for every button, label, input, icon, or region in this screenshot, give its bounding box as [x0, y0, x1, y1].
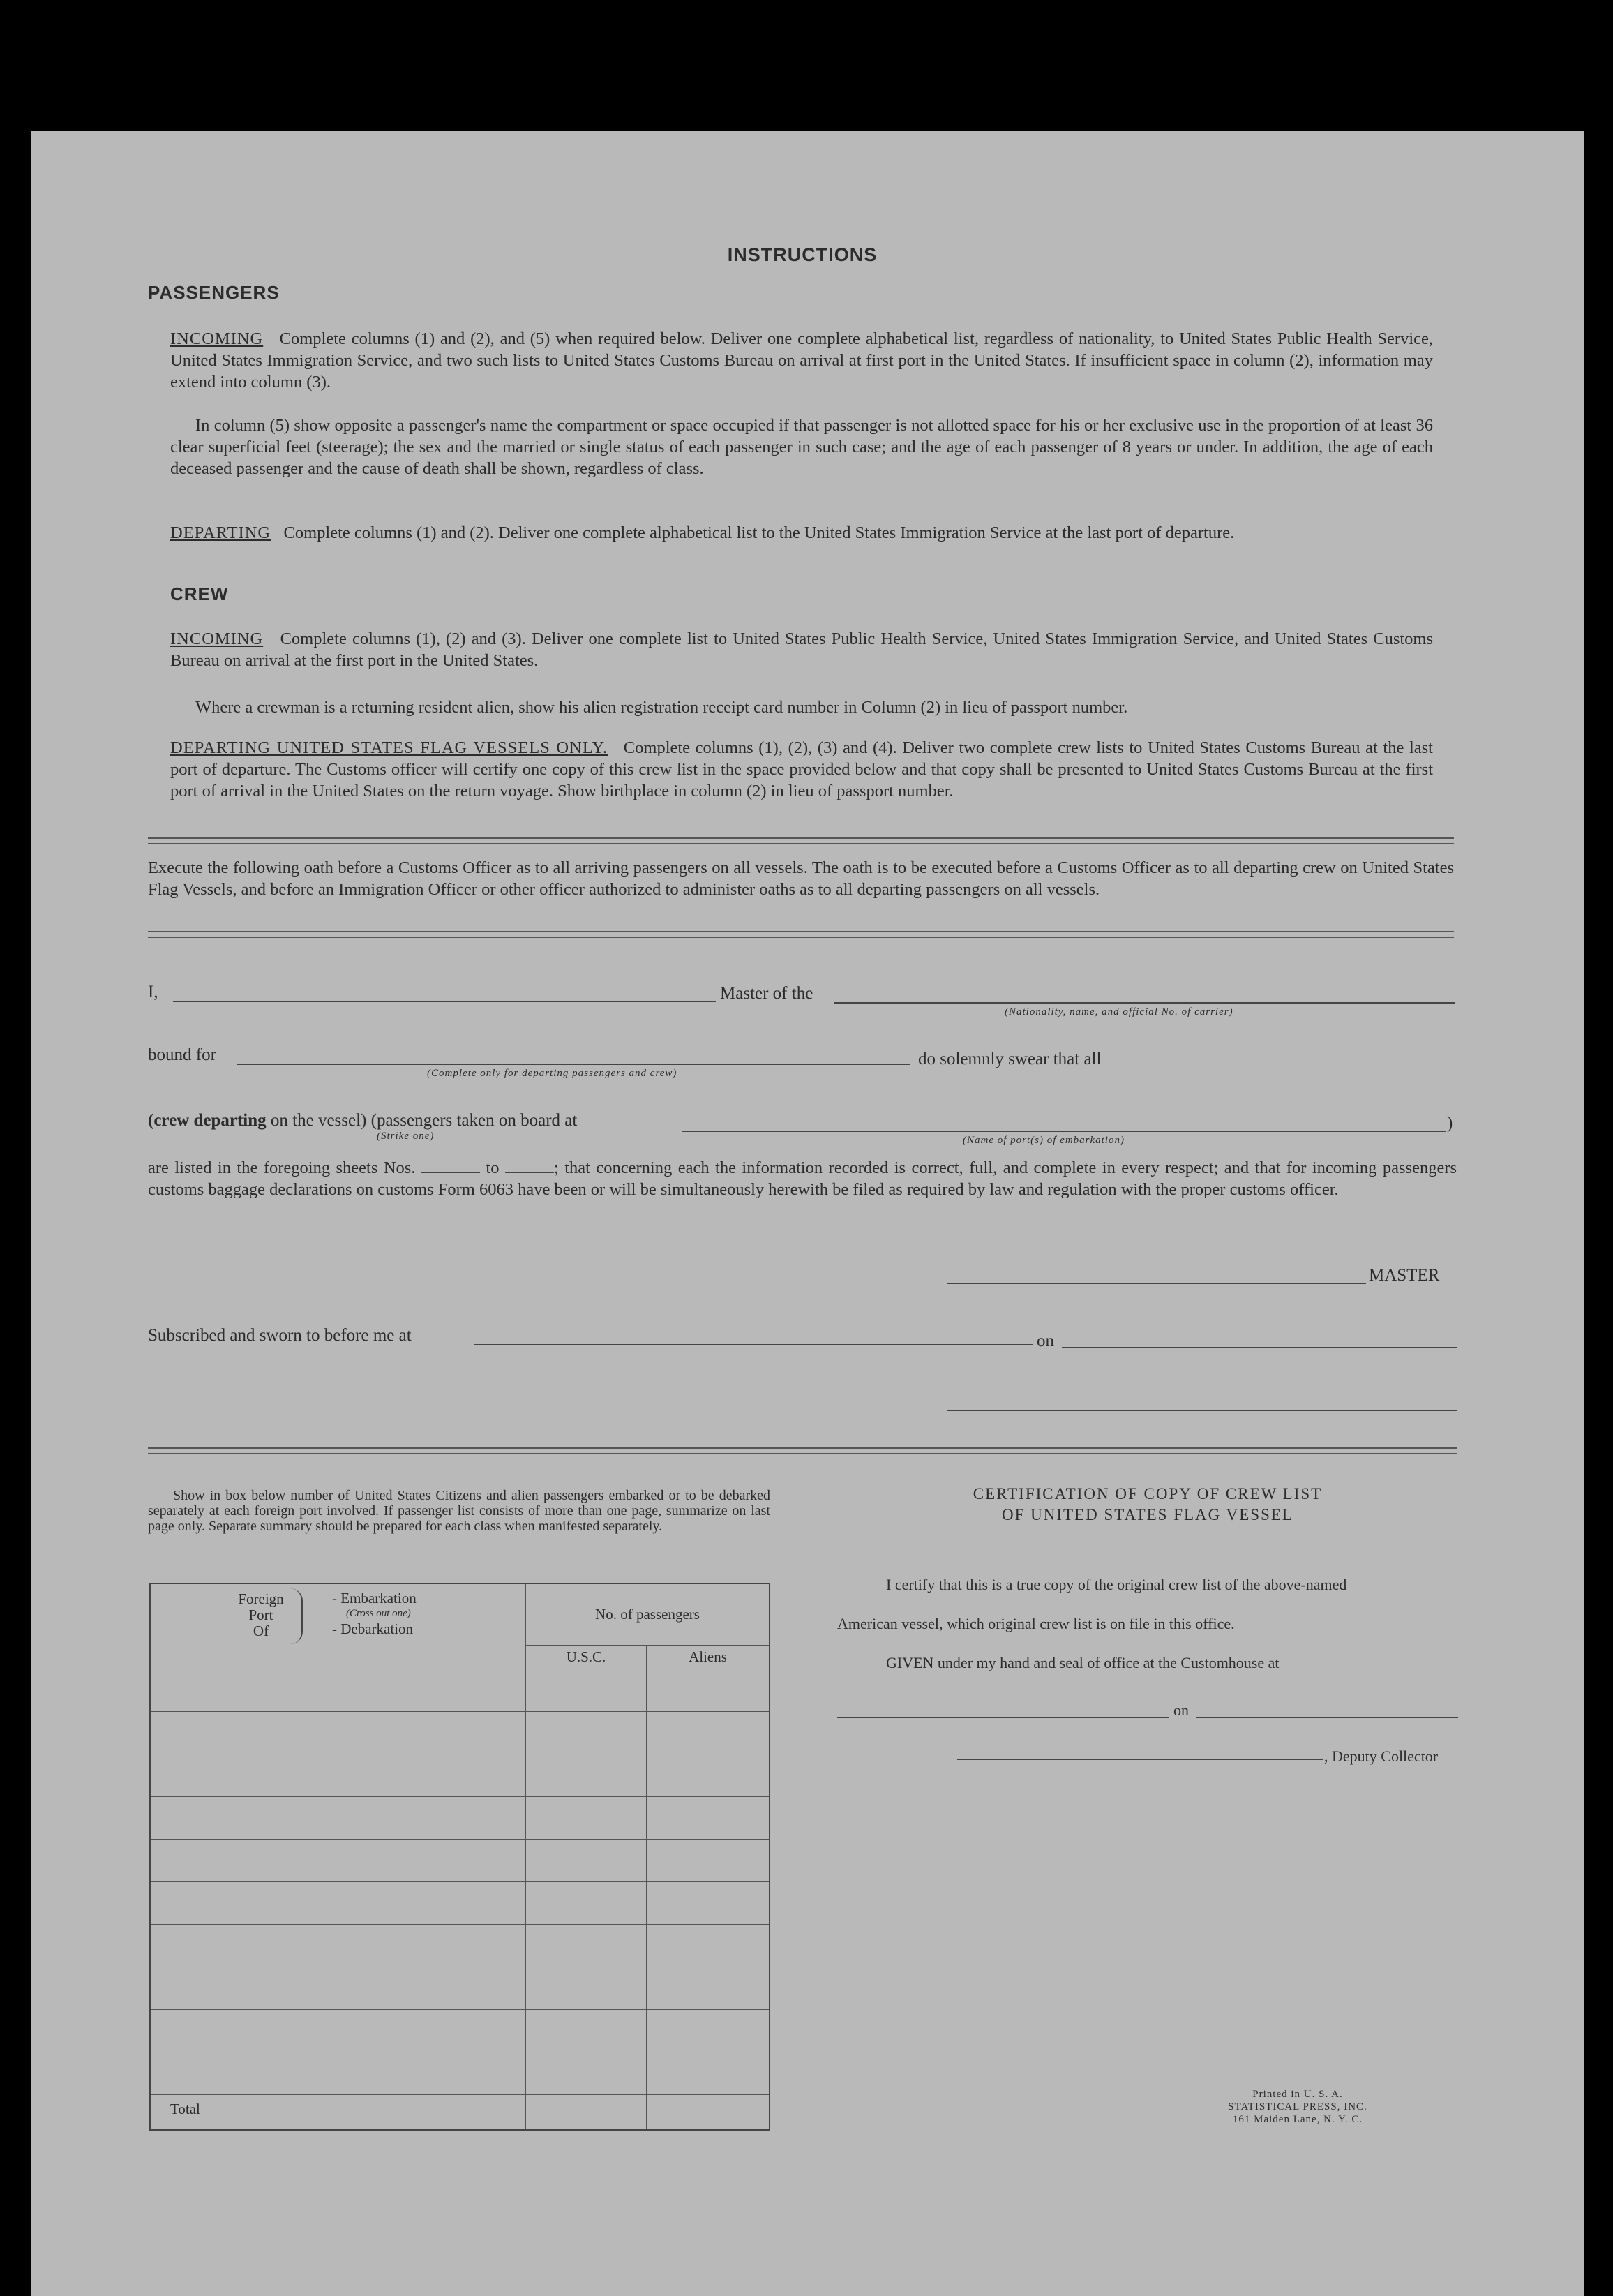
embarkation-label: - Embarkation [332, 1590, 417, 1607]
given-line: GIVEN under my hand and seal of office at the Customhouse at [886, 1654, 1280, 1671]
i-label: I, [148, 983, 158, 1001]
port-cell[interactable] [150, 1967, 526, 2009]
officer-signature-field[interactable] [947, 1410, 1457, 1411]
crew-departing-paragraph [170, 737, 1433, 802]
printer-line1: Printed in U. S. A. [1252, 2089, 1343, 2100]
printer-imprint [1074, 2088, 1521, 2126]
crew-incoming-text: Complete columns (1), (2) and (3). Deliver one complete list to United States Public Health Service, United States Immigration Service, and United States Customs Bureau on arrival at the first port in the United States. [170, 629, 1433, 670]
master-name-field[interactable] [173, 1001, 716, 1002]
page-title: INSTRUCTIONS [727, 244, 878, 265]
passengers-incoming-label: INCOMING [170, 329, 264, 348]
aliens-cell[interactable] [647, 1924, 770, 1967]
bound-for-caption: (Complete only for departing passengers and crew) [427, 1068, 677, 1079]
divider [148, 1447, 1457, 1454]
cross-out-caption: (Cross out one) [346, 1608, 411, 1619]
usc-cell[interactable] [526, 1796, 647, 1839]
no-passengers-header: No. of passengers [526, 1583, 770, 1645]
embarkation-ports-field[interactable] [682, 1131, 1446, 1132]
subscribed-on-label: on [1037, 1332, 1054, 1350]
aliens-total-cell[interactable] [647, 2094, 770, 2130]
foreign-port-label: Foreign Port Of [238, 1590, 284, 1639]
usc-cell[interactable] [526, 1967, 647, 2009]
crew-heading: CREW [170, 583, 229, 604]
carrier-field[interactable] [834, 1002, 1455, 1004]
aliens-cell[interactable] [647, 1796, 770, 1839]
usc-cell[interactable] [526, 1711, 647, 1754]
deputy-signature-field[interactable] [957, 1759, 1323, 1760]
debarkation-label: - Debarkation [332, 1620, 414, 1637]
aliens-cell[interactable] [647, 2052, 770, 2094]
port-cell[interactable] [150, 1796, 526, 1839]
passenger-summary-table [149, 1583, 770, 2131]
crew-incoming-paragraph [170, 628, 1433, 671]
printer-line3: 161 Maiden Lane, N. Y. C. [1232, 2114, 1363, 2125]
deputy-collector-label: , Deputy Collector [1324, 1747, 1439, 1765]
listed-rest: ; that concerning each the information recorded is correct, full, and complete in every respect; and that for incoming passengers customs baggage declarations on customs Form 6063 have been or will be simultaneously herewith be filed as required by law and regulation with the proper customs officer. [148, 1158, 1457, 1199]
master-signature-field[interactable] [947, 1283, 1366, 1284]
port-cell[interactable] [150, 1924, 526, 1967]
aliens-cell[interactable] [647, 1967, 770, 2009]
aliens-header: Aliens [647, 1645, 770, 1669]
usc-cell[interactable] [526, 1669, 647, 1711]
subscribed-label: Subscribed and sworn to before me at [148, 1326, 412, 1345]
passengers-incoming-paragraph [170, 328, 1433, 393]
aliens-cell[interactable] [647, 2009, 770, 2052]
sworn-date-field[interactable] [1062, 1347, 1457, 1348]
table-row [150, 1711, 770, 1754]
port-cell[interactable] [150, 1881, 526, 1924]
sheet-to-field[interactable] [505, 1172, 554, 1173]
port-header-cell [150, 1583, 526, 1669]
on-the-vessel-text: on the vessel) (passengers taken on board at [270, 1111, 578, 1130]
table-header-row [150, 1583, 770, 1645]
certify-line2: American vessel, which original crew list is on file in this office. [837, 1615, 1235, 1632]
usc-cell[interactable] [526, 1924, 647, 1967]
aliens-cell[interactable] [647, 1839, 770, 1881]
table-row [150, 2009, 770, 2052]
master-of-the-label: Master of the [720, 984, 813, 1003]
usc-cell[interactable] [526, 2052, 647, 2094]
customhouse-field[interactable] [837, 1717, 1169, 1718]
crew-departing-text: Complete columns (1), (2), (3) and (4). Deliver two complete crew lists to United States Customs Bureau at the last port of departure. The Customs officer will certify one copy of this crew list in the space provided below and that copy shall be presented to United States Customs Bureau at the first port of arrival in the United States on the return voyage. Show birthplace in column (2) in lieu of passport number. [170, 738, 1433, 800]
table-row [150, 1839, 770, 1881]
table-row [150, 1669, 770, 1711]
master-label: MASTER [1369, 1266, 1440, 1285]
bound-for-field[interactable] [237, 1064, 910, 1065]
usc-cell[interactable] [526, 1881, 647, 1924]
port-cell[interactable] [150, 1669, 526, 1711]
port-cell[interactable] [150, 2052, 526, 2094]
bound-for-label: bound for [148, 1045, 216, 1064]
sheet-from-field[interactable] [421, 1172, 480, 1173]
passengers-heading: PASSENGERS [148, 282, 280, 303]
crew-departing-text: (crew departing [148, 1111, 267, 1130]
table-row [150, 1881, 770, 1924]
usc-header: U.S.C. [526, 1645, 647, 1669]
table-row [150, 1967, 770, 2009]
crew-departing-label: DEPARTING UNITED STATES FLAG VESSELS ONLY. [170, 738, 608, 757]
table-row [150, 1754, 770, 1796]
brace-icon [290, 1588, 303, 1644]
port-cell[interactable] [150, 2009, 526, 2052]
to-label: to [486, 1158, 500, 1177]
divider [148, 837, 1454, 844]
sworn-place-field[interactable] [474, 1344, 1033, 1345]
crew-incoming-label: INCOMING [170, 629, 264, 648]
aliens-cell[interactable] [647, 1669, 770, 1711]
total-label: Total [150, 2094, 526, 2130]
swear-label: do solemnly swear that all [918, 1050, 1102, 1068]
listed-prefix: are listed in the foregoing sheets Nos. [148, 1158, 416, 1177]
certify-line1: I certify that this is a true copy of the original crew list of the above-named [886, 1576, 1347, 1593]
listed-paragraph [148, 1157, 1457, 1200]
close-paren: ) [1447, 1114, 1453, 1133]
summary-instructions: Show in box below number of United States Citizens and alien passengers embarked or to be debarked separately at each foreign port involved. If passenger list consists of more than one page, summarize on last page only. Separate summary should be prepared for each class when manifested separately. [148, 1488, 770, 1534]
table-row [150, 2052, 770, 2094]
passengers-departing-label: DEPARTING [170, 523, 271, 542]
aliens-cell[interactable] [647, 1881, 770, 1924]
port-cell[interactable] [150, 1711, 526, 1754]
port-cell[interactable] [150, 1839, 526, 1881]
passengers-column5-paragraph: In column (5) show opposite a passenger's name the compartment or space occupied if that passenger is not allotted space for his or her exclusive use in the proportion of at least 36 clear superficial feet (steerage); the sex and the married or single status of each passenger in such case; and the age of each passenger of 8 years or under. In addition, the age of each deceased passenger and the cause of death shall be shown, regardless of class. [170, 416, 1433, 478]
cert-on-label: on [1173, 1701, 1189, 1719]
crew-resident-paragraph: Where a crewman is a returning resident alien, show his alien registration receipt card number in Column (2) in lieu of passport number. [195, 698, 1128, 717]
aliens-cell[interactable] [647, 1711, 770, 1754]
usc-cell[interactable] [526, 1754, 647, 1796]
ports-caption: (Name of port(s) of embarkation) [963, 1135, 1125, 1146]
certification-heading-line2: OF UNITED STATES FLAG VESSEL [1002, 1506, 1293, 1523]
passengers-departing-paragraph [170, 522, 1433, 544]
passengers-departing-text: Complete columns (1) and (2). Deliver one complete alphabetical list to the United States Immigration Service at the last port of departure. [283, 523, 1235, 542]
aliens-cell[interactable] [647, 1754, 770, 1796]
usc-cell[interactable] [526, 2009, 647, 2052]
printer-line2: STATISTICAL PRESS, INC. [1228, 2101, 1367, 2112]
total-row [150, 2094, 770, 2130]
cert-date-field[interactable] [1196, 1717, 1458, 1718]
carrier-caption: (Nationality, name, and official No. of carrier) [1005, 1006, 1233, 1017]
oath-intro: Execute the following oath before a Customs Officer as to all arriving passengers on all vessels. The oath is to be executed before a Customs Officer as to all departing crew on United States Flag Vessels, and before an Immigration Officer or other officer authorized to administer oaths as to all departing passengers on all vessels. [148, 858, 1454, 899]
divider [148, 931, 1454, 938]
port-cell[interactable] [150, 1754, 526, 1796]
passengers-incoming-text: Complete columns (1) and (2), and (5) when required below. Deliver one complete alphabetical list, regardless of nationality, to United States Public Health Service, United States Immigration Service, and two such lists to United States Customs Bureau on arrival at first port in the United States. If insufficient space in column (2), information may extend into column (3). [170, 329, 1434, 392]
usc-total-cell[interactable] [526, 2094, 647, 2130]
certification-heading-line1: CERTIFICATION OF COPY OF CREW LIST [973, 1485, 1323, 1503]
table-row [150, 1796, 770, 1839]
strike-one-caption: (Strike one) [377, 1131, 435, 1142]
certification-heading [865, 1484, 1430, 1526]
crew-departing-option[interactable] [148, 1111, 577, 1131]
table-row [150, 1924, 770, 1967]
usc-cell[interactable] [526, 1839, 647, 1881]
